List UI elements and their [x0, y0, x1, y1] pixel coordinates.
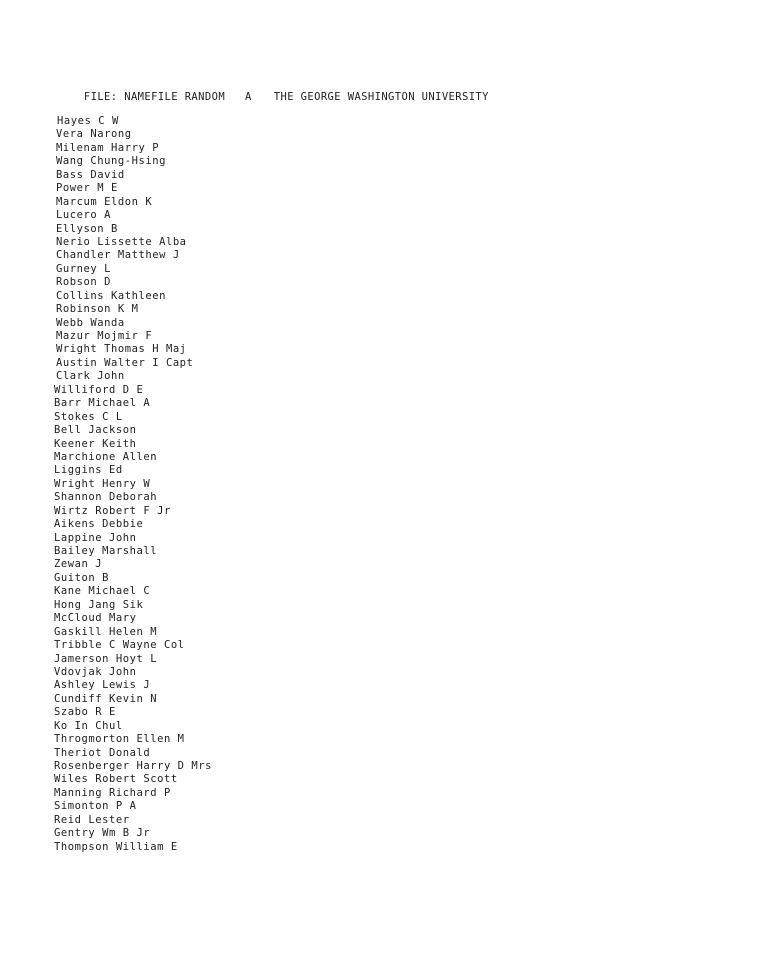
name-entry: Mazur Mojmir F — [56, 330, 153, 342]
name-entry: Bailey Marshall — [54, 545, 158, 557]
name-entry: Liggins Ed — [54, 464, 123, 477]
name-entry: Gurney L — [56, 262, 111, 275]
name-entry: Stokes C L — [54, 410, 123, 423]
name-entry: Power M E — [56, 182, 118, 195]
name-entry: Hayes C W — [57, 115, 119, 127]
file-label: FILE: NAMEFILE RANDOM — [83, 91, 226, 103]
name-entry: Rosenberger Harry D Mrs — [54, 760, 213, 772]
name-entry: Milenam Harry P — [56, 141, 160, 154]
name-entry: Vdovjak John — [54, 665, 137, 678]
name-entry: Vera Narong — [56, 128, 132, 141]
name-entry: Barr Michael A — [54, 397, 151, 410]
name-entry: Aikens Debbie — [54, 518, 144, 531]
name-entry: Nerio Lissette Alba — [56, 235, 187, 248]
name-entry: Wright Henry W — [54, 477, 151, 490]
name-entry: Thompson William E — [54, 840, 178, 853]
name-entry: Gentry Wm B Jr — [54, 827, 151, 840]
name-entry: Cundiff Kevin N — [54, 692, 158, 705]
name-entry: Chandler Matthew J — [56, 249, 180, 262]
name-entry: Ko In Chul — [54, 719, 123, 732]
name-entry: Webb Wanda — [56, 316, 125, 329]
name-entry: Lucero A — [56, 209, 111, 222]
name-entry: Theriot Donald — [54, 746, 151, 759]
name-entry: Wiles Robert Scott — [54, 773, 178, 786]
name-entry: Wright Thomas H Maj — [56, 343, 187, 356]
name-entry: Austin Walter I Capt — [56, 356, 194, 369]
name-entry: Clark John — [56, 370, 125, 383]
name-entry: Shannon Deborah — [54, 491, 158, 504]
name-list — [54, 115, 212, 854]
name-entry: Tribble C Wayne Col — [54, 639, 185, 652]
name-entry: Bass David — [56, 168, 125, 181]
page-header — [57, 76, 489, 118]
name-entry: Lappine John — [54, 531, 137, 544]
name-entry: Robson D — [56, 276, 111, 289]
name-entry: Gaskill Helen M — [54, 625, 158, 638]
name-entry: Collins Kathleen — [56, 289, 166, 302]
name-entry: Hong Jang Sik — [54, 598, 144, 611]
name-entry: Szabo R E — [54, 706, 116, 719]
name-entry: Reid Lester — [54, 813, 130, 826]
name-entry: Jamerson Hoyt L — [54, 652, 158, 665]
name-entry: Wang Chung-Hsing — [56, 155, 166, 168]
name-entry: Keener Keith — [54, 437, 137, 450]
university-name: THE GEORGE WASHINGTON UNIVERSITY — [273, 91, 489, 103]
sheet-label: A — [245, 91, 252, 103]
name-entry: Marchione Allen — [54, 450, 158, 463]
name-entry: Zewan J — [54, 558, 103, 571]
name-entry: Throgmorton Ellen M — [54, 733, 185, 746]
name-entry: Robinson K M — [56, 303, 139, 316]
name-entry: Simonton P A — [54, 800, 137, 813]
name-entry: Ashley Lewis J — [54, 679, 151, 692]
name-entry: Wirtz Robert F Jr — [54, 504, 171, 517]
name-entry: Guiton B — [54, 571, 109, 584]
name-entry: Ellyson B — [56, 222, 118, 235]
name-entry: Williford D E — [54, 383, 144, 396]
name-entry: Kane Michael C — [54, 585, 151, 598]
name-entry: McCloud Mary — [54, 612, 137, 625]
name-entry: Marcum Eldon K — [56, 195, 153, 208]
name-entry: Bell Jackson — [54, 424, 137, 437]
name-entry: Manning Richard P — [54, 786, 171, 799]
